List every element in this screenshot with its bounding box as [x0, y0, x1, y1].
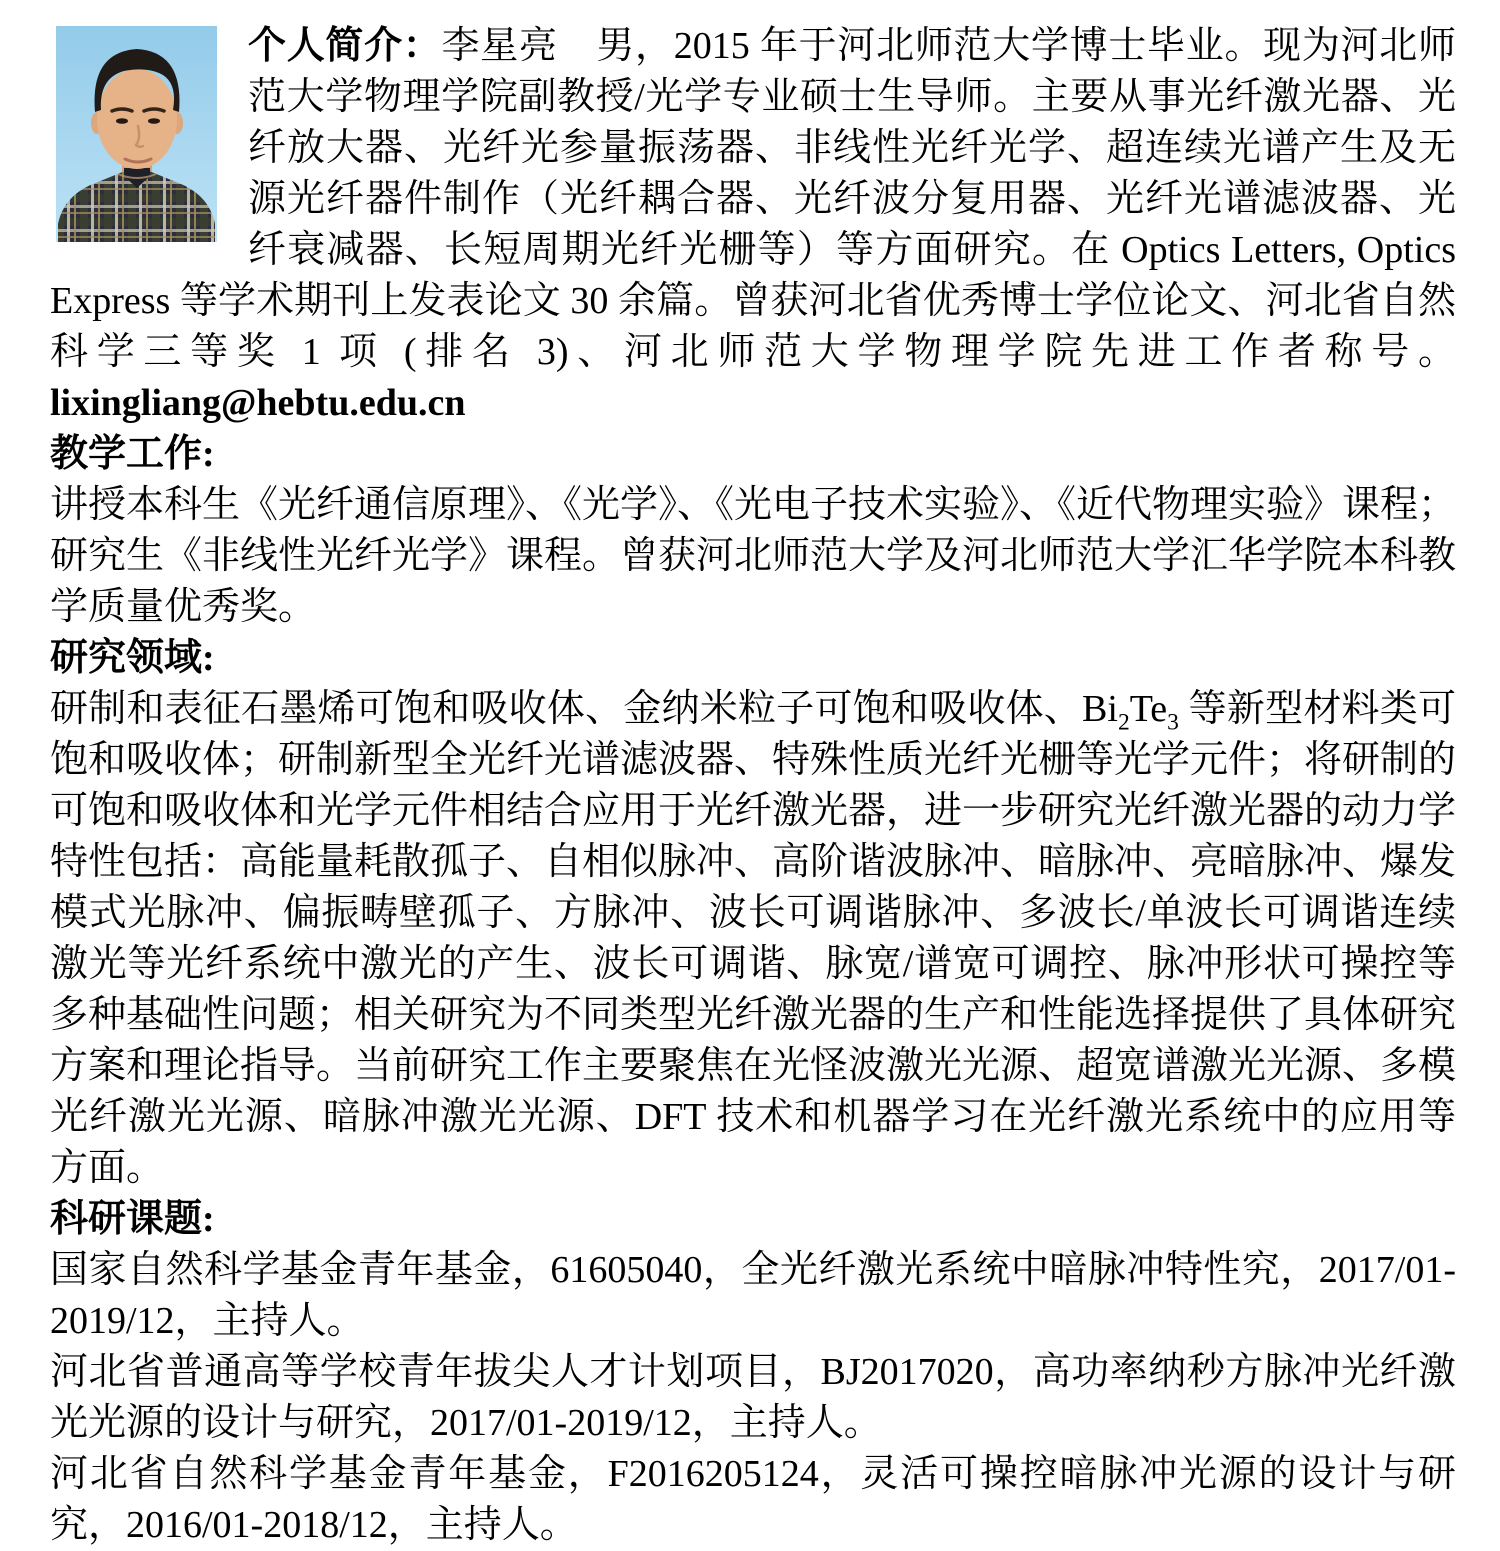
- portrait-illustration: [56, 26, 217, 242]
- project-item: 河北省自然科学基金青年基金，F2016205124，灵活可操控暗脉冲光源的设计与研究，2016/01-2018/12，主持人。: [50, 1453, 1456, 1546]
- teaching-paragraph: 讲授本科生《光纤通信原理》、《光学》、《光电子技术实验》、《近代物理实验》课程；研究生《非线性光纤光学》课程。曾获河北师范大学及河北师范大学汇华学院本科教学质量优秀奖。: [50, 484, 1457, 628]
- project-item: 河北省普通高等学校青年拔尖人才计划项目，BJ2017020，高功率纳秒方脉冲光纤激光光源的设计与研究，2017/01-2019/12，主持人。: [50, 1351, 1456, 1444]
- intro-paragraph: [50, 21, 1456, 429]
- project-item: 国家自然科学基金青年基金，61605040，全光纤激光系统中暗脉冲特性究，2017/01-2019/12，主持人。: [50, 1249, 1456, 1342]
- section-heading-projects: 科研课题:: [50, 1198, 215, 1240]
- section-heading-teaching: 教学工作:: [50, 433, 215, 475]
- research-paragraph: 研制和表征石墨烯可饱和吸收体、金纳米粒子可饱和吸收体、$Bi_2Te_3$ 等新型材料类可饱和吸收体；研制新型全光纤光谱滤波器、特殊性质光纤光栅等光学元件；将研制的可饱和吸收体和光学元件相结合应用于光纤激光器，进一步研究光纤激光器的动力学特性包括：高能量耗散孤子、自相似脉冲、高阶谐波脉冲、暗脉冲、亮暗脉冲、爆发模式光脉冲、偏振畴壁孤子、方脉冲、波长可调谐脉冲、多波长/单波长可调谐连续激光等光纤系统中激光的产生、波长可调谐、脉宽/谱宽可调控、脉冲形状可操控等多种基础性问题；相关研究为不同类型光纤激光器的生产和性能选择提供了具体研究方案和理论指导。当前研究工作主要聚焦在光怪波激光光源、超宽谱激光光源、多模光纤激光光源、暗脉冲激光光源、DFT 技术和机器学习在光纤激光系统中的应用等方面。: [50, 688, 1457, 1189]
- intro-email: lixingliang@hebtu.edu.cn: [50, 382, 466, 424]
- intro-text: 李星亮 男，2015 年于河北师范大学博士毕业。现为河北师范大学物理学院副教授/光学专业硕士生导师。主要从事光纤激光器、光纤放大器、光纤光参量振荡器、非线性光纤光学、超连续光谱产生及无源光纤器件制作（光纤耦合器、光纤波分复用器、光纤光谱滤波器、光纤衰减器、长短周期光纤光栅等）等方面研究。在 Optics Letters, Optics Express 等学术期刊上发表论文 30 余篇。曾获河北省优秀博士学位论文、河北省自然科学三等奖 1 项 (排名 3)、河北师范大学物理学院先进工作者称号。: [50, 25, 1456, 373]
- profile-photo: [56, 26, 217, 242]
- intro-heading: 个人简介：: [248, 25, 442, 67]
- section-heading-research: 研究领域:: [50, 637, 215, 679]
